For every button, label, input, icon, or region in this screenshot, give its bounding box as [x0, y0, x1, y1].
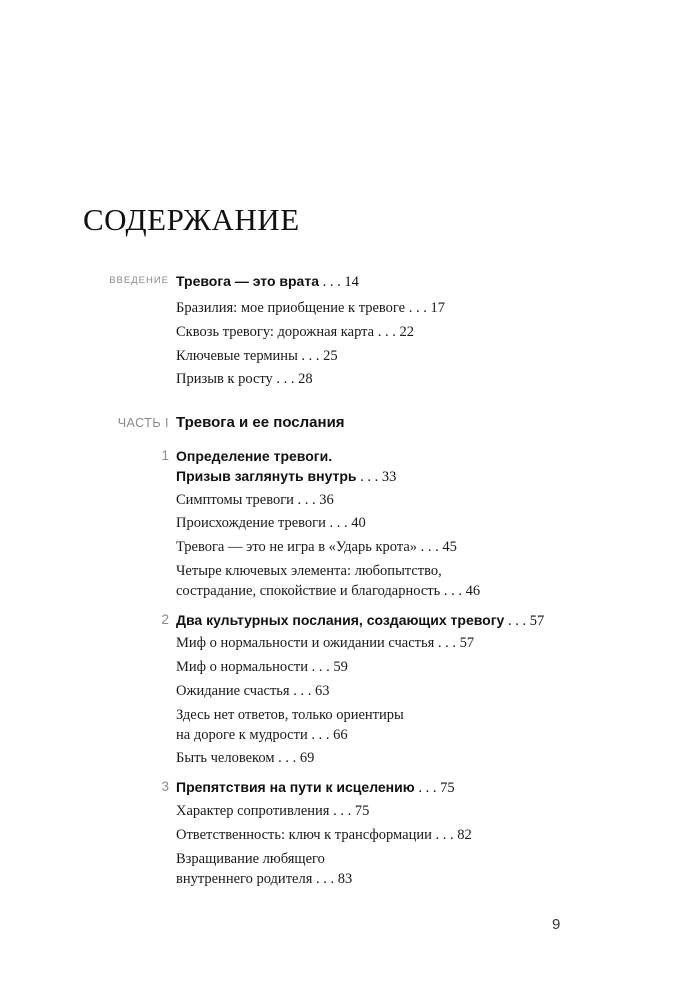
- chapter-heading-pages: . . . 57: [504, 613, 545, 629]
- chapter-heading-line[interactable]: [176, 777, 455, 798]
- toc-entry[interactable]: Четыре ключевых элемента: любопытство,: [176, 563, 442, 579]
- part-tag: ЧАСТЬ I: [117, 416, 169, 430]
- chapter-heading-text: Два культурных послания, создающих тревогу: [176, 612, 505, 628]
- intro-tag: ВВЕДЕНИЕ: [109, 275, 169, 286]
- chapter-heading-text: Призыв заглянуть внутрь: [176, 468, 357, 484]
- chapter-heading-pages: . . . 75: [414, 780, 455, 796]
- chapter-heading-pages: . . . 33: [356, 469, 397, 485]
- toc-entry[interactable]: Миф о нормальности и ожидании счастья . . . 57: [176, 635, 475, 651]
- toc-entry[interactable]: Тревога — это не игра в «Ударь крота» . . . 45: [176, 539, 457, 555]
- toc-entry[interactable]: Бразилия: мое приобщение к тревоге . . . 17: [176, 300, 445, 316]
- chapter-heading-line[interactable]: [176, 466, 396, 487]
- toc-entry[interactable]: Происхождение тревоги . . . 40: [176, 515, 366, 531]
- chapter-number: 3: [161, 779, 169, 794]
- toc-entry[interactable]: Ответственность: ключ к трансформации . . . 82: [176, 827, 472, 843]
- page-title: СОДЕРЖАНИЕ: [83, 202, 300, 237]
- toc-entry[interactable]: сострадание, спокойствие и благодарность . . . 46: [176, 583, 481, 599]
- toc-entry[interactable]: Здесь нет ответов, только ориентиры: [176, 707, 404, 723]
- chapter-heading-line[interactable]: Определение тревоги.: [176, 448, 333, 464]
- intro-heading-text: Тревога — это врата: [176, 273, 319, 289]
- toc-entry[interactable]: Характер сопротивления . . . 75: [176, 803, 370, 819]
- toc-entry[interactable]: Ожидание счастья . . . 63: [176, 683, 330, 699]
- toc-entry[interactable]: Быть человеком . . . 69: [176, 750, 315, 766]
- toc-entry[interactable]: Призыв к росту . . . 28: [176, 371, 313, 387]
- toc-entry[interactable]: Сквозь тревогу: дорожная карта . . . 22: [176, 324, 414, 340]
- toc-entry[interactable]: внутреннего родителя . . . 83: [176, 871, 353, 887]
- chapter-heading-text: Препятствия на пути к исцелению: [176, 779, 415, 795]
- toc-entry[interactable]: Взращивание любящего: [176, 851, 325, 867]
- toc-entry[interactable]: Симптомы тревоги . . . 36: [176, 492, 334, 508]
- toc-entry[interactable]: на дороге к мудрости . . . 66: [176, 727, 348, 743]
- chapter-heading-line[interactable]: [176, 610, 544, 631]
- part-heading[interactable]: Тревога и ее послания: [176, 414, 345, 431]
- chapter-number: 1: [161, 448, 169, 463]
- chapter-number: 2: [161, 612, 169, 627]
- toc-entry[interactable]: Миф о нормальности . . . 59: [176, 659, 348, 675]
- intro-heading-pages: . . . 14: [318, 274, 359, 290]
- page-number: 9: [552, 916, 561, 933]
- intro-heading[interactable]: [176, 271, 359, 292]
- toc-entry[interactable]: Ключевые термины . . . 25: [176, 348, 338, 364]
